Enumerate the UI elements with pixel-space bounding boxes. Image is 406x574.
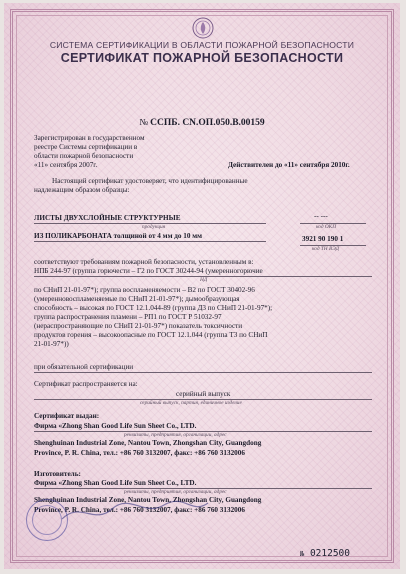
issued-label: Сертификат выдан: (34, 412, 100, 420)
requirements-line-2: НПБ 244-97 (группа горючести – Г2 по ГОСТ 30244-94 (умеренногорючие (34, 267, 263, 275)
requirements-line-6: группа распространения пламени – РП1 по ГОСТ Р 51032-97 (34, 313, 222, 321)
requirements-line-4: (умеренновоспламеняемые по СНиП 21-01-97*); дымообразующая (34, 295, 240, 303)
serial-prefix: № (300, 550, 305, 558)
okp-caption: код ОКП (316, 224, 337, 230)
manufacturer-caption: реквизиты, предприятия, организации, адрес (124, 489, 227, 495)
manufacturer-address-1: Shenghuinan Industrial Zone, Nantou Town, Zhongshan City, Guangdong (34, 496, 262, 504)
issued-firm: Фирма «Zhong Shan Good Life Sun Sheet Co., LTD. (34, 422, 197, 430)
valid-until: Действителен до «11» сентября 2010г. (228, 161, 350, 169)
mandatory-certification: при обязательной сертификации (34, 363, 134, 371)
number-prefix: № (139, 117, 148, 127)
product-line-2: ИЗ ПОЛИКАРБОНАТА толщиной от 4 мм до 10 мм (34, 232, 203, 240)
official-stamp-inner (32, 505, 62, 535)
registration-date: «11» сентября 2007г. (34, 161, 98, 169)
distribution-caption: серийный выпуск, партия, единичное изделие (140, 400, 242, 406)
manufacturer-address-2: Province, P. R. China, тел.: +86 760 3132007, факс: +86 760 3132006 (34, 506, 245, 514)
certificate-sheet (4, 3, 400, 569)
intro-line-1: Настоящий сертификат удостоверяет, что идентифицированные (52, 177, 248, 185)
requirements-line-9: 21-01-97*)) (34, 340, 69, 348)
number-value: ССПБ. CN.ОП.050.В.00159 (150, 118, 265, 128)
requirements-line-3: по СНиП 21-01-97*); группа воспламеняемости – В2 по ГОСТ 30402-96 (34, 286, 255, 294)
certification-system-line: СИСТЕМА СЕРТИФИКАЦИИ В ОБЛАСТИ ПОЖАРНОЙ БЕЗОПАСНОСТИ (49, 40, 355, 50)
intro-line-2: надлежащим образом образцы: (34, 186, 130, 194)
distribution-label: Сертификат распространяется на: (34, 380, 138, 388)
requirements-line-7: (нераспространяющие по СНиП 21-01-97*) показатель токсичности (34, 322, 243, 330)
signature-mark (60, 497, 210, 527)
serial-value: 0212500 (309, 548, 350, 559)
nd-caption: НД (200, 277, 208, 283)
registration-line-1: Зарегистрирован в государственном (34, 134, 145, 142)
serial-number (300, 548, 350, 559)
registration-line-3: области пожарной безопасности (34, 152, 134, 160)
okp-value: -- --- (314, 212, 328, 220)
issued-address-2: Province, P. R. China, тел.: +86 760 3132007, факс: +86 760 3132006 (34, 449, 245, 457)
tnved-value: 3921 90 190 1 (302, 235, 344, 243)
issued-caption: реквизиты, предприятия, организации, адрес (124, 432, 227, 438)
issued-address-1: Shenghuinan Industrial Zone, Nantou Town, Zhongshan City, Guangdong (34, 439, 262, 447)
manufacturer-label: Изготовитель: (34, 470, 81, 478)
distribution-value: серийный выпуск (176, 390, 231, 398)
registration-line-2: реестре Системы сертификации в (34, 143, 138, 151)
requirements-line-1: соответствуют требованиям пожарной безопасности, установленным в: (34, 258, 254, 266)
certificate-number (4, 117, 400, 128)
product-caption: продукция (142, 224, 166, 230)
tnved-caption: код ТН ВЭД (312, 246, 340, 252)
product-line-1: ЛИСТЫ ДВУХСЛОЙНЫЕ СТРУКТУРНЫЕ (34, 214, 181, 222)
certificate-title: СЕРТИФИКАТ ПОЖАРНОЙ БЕЗОПАСНОСТИ (60, 51, 344, 65)
requirements-line-8: продуктов горения – высокоопасные по ГОСТ 12.1.044 (группа Т3 по СНиП (34, 331, 268, 339)
certification-emblem-icon (192, 17, 214, 39)
requirements-line-5: способность – высокая по ГОСТ 12.1.044-89 (группа Д3 по СНиП 21-01-97*); (34, 304, 273, 312)
manufacturer-firm: Фирма «Zhong Shan Good Life Sun Sheet Co., LTD. (34, 479, 197, 487)
